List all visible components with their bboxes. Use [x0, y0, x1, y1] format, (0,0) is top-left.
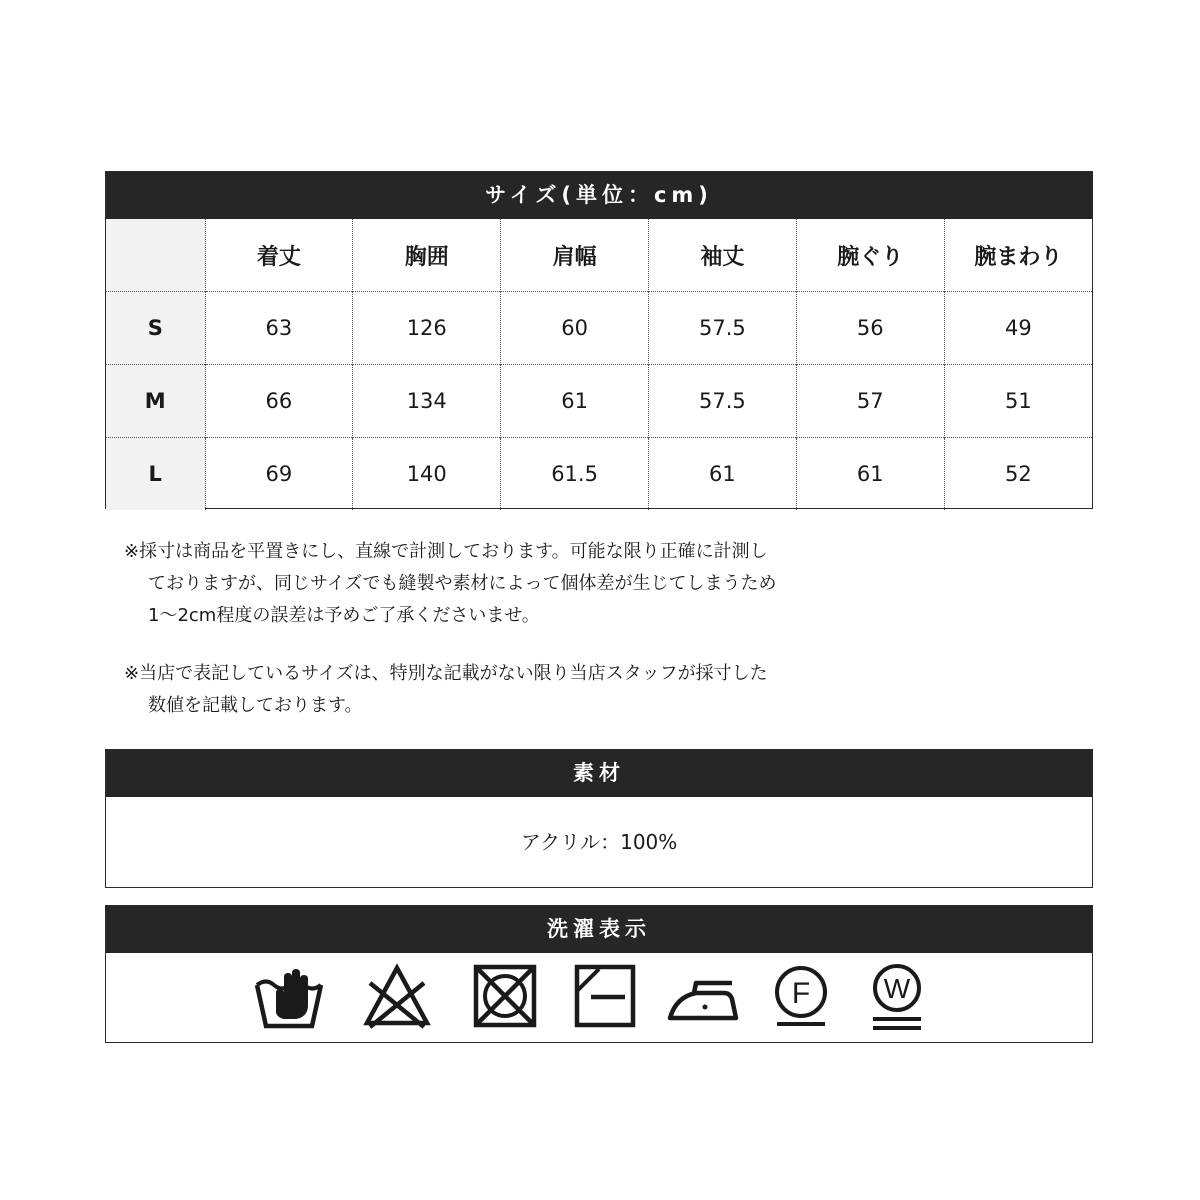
size-table	[106, 219, 1092, 510]
column-header: 肩幅	[501, 219, 649, 292]
column-header: 着丈	[205, 219, 353, 292]
care-section-title: 洗濯表示	[106, 906, 1092, 953]
note-line: ておりますが、同じサイズでも縫製や素材によって個体差が生じてしまうため	[148, 573, 777, 594]
column-header: 腕まわり	[944, 219, 1092, 292]
size-section-title: サイズ(単位：cm)	[106, 172, 1092, 219]
no-tumble-dry-icon	[472, 963, 538, 1029]
table-cell: 60	[501, 292, 649, 365]
material-content: アクリル：100%	[520, 830, 678, 854]
table-row	[106, 365, 1092, 438]
flat-dry-shade-icon	[573, 963, 637, 1029]
table-cell: 61	[501, 365, 649, 438]
table-cell: 49	[944, 292, 1092, 365]
column-header: 胸囲	[353, 219, 501, 292]
note-line: ※当店で表記しているサイズは、特別な記載がない限り当店スタッフが採寸した	[124, 663, 768, 684]
note-line: ※採寸は商品を平置きにし、直線で計測しております。可能な限り正確に計測し	[124, 541, 768, 562]
table-cell: 126	[353, 292, 501, 365]
table-cell: 61	[648, 438, 796, 511]
size-table-section	[105, 171, 1093, 509]
material-section	[105, 749, 1093, 888]
table-cell: 66	[205, 365, 353, 438]
table-cell: 51	[944, 365, 1092, 438]
table-cell: 61	[796, 438, 944, 511]
size-label: M	[106, 365, 205, 438]
column-header: 袖丈	[648, 219, 796, 292]
wet-clean-letter: W	[883, 973, 911, 1004]
table-cell: 57	[796, 365, 944, 438]
care-icons-row	[106, 953, 1092, 1042]
table-row	[106, 292, 1092, 365]
table-cell: 140	[353, 438, 501, 511]
note-line: 1〜2cm程度の誤差は予めご了承くださいませ。	[148, 605, 540, 626]
note-line: 数値を記載しております。	[148, 695, 363, 716]
table-cell: 57.5	[648, 292, 796, 365]
dry-clean-letter: F	[791, 977, 811, 1010]
no-bleach-icon	[362, 963, 432, 1029]
table-cell: 63	[205, 292, 353, 365]
table-cell: 61.5	[501, 438, 649, 511]
table-cell: 69	[205, 438, 353, 511]
measurement-note	[124, 536, 777, 632]
wet-clean-w-icon	[869, 963, 925, 1033]
table-cell: 57.5	[648, 365, 796, 438]
table-cell: 134	[353, 365, 501, 438]
table-cell: 52	[944, 438, 1092, 511]
table-row	[106, 438, 1092, 511]
iron-low-icon	[666, 963, 740, 1029]
table-cell: 56	[796, 292, 944, 365]
size-display-note	[124, 658, 768, 722]
dry-clean-f-icon	[773, 963, 829, 1029]
column-header: 腕ぐり	[796, 219, 944, 292]
size-table-header-row	[106, 219, 1092, 292]
size-label: L	[106, 438, 205, 511]
hand-wash-icon	[254, 963, 324, 1029]
material-section-title: 素材	[106, 750, 1092, 797]
table-corner-cell	[106, 219, 205, 292]
care-section	[105, 905, 1093, 1043]
size-label: S	[106, 292, 205, 365]
